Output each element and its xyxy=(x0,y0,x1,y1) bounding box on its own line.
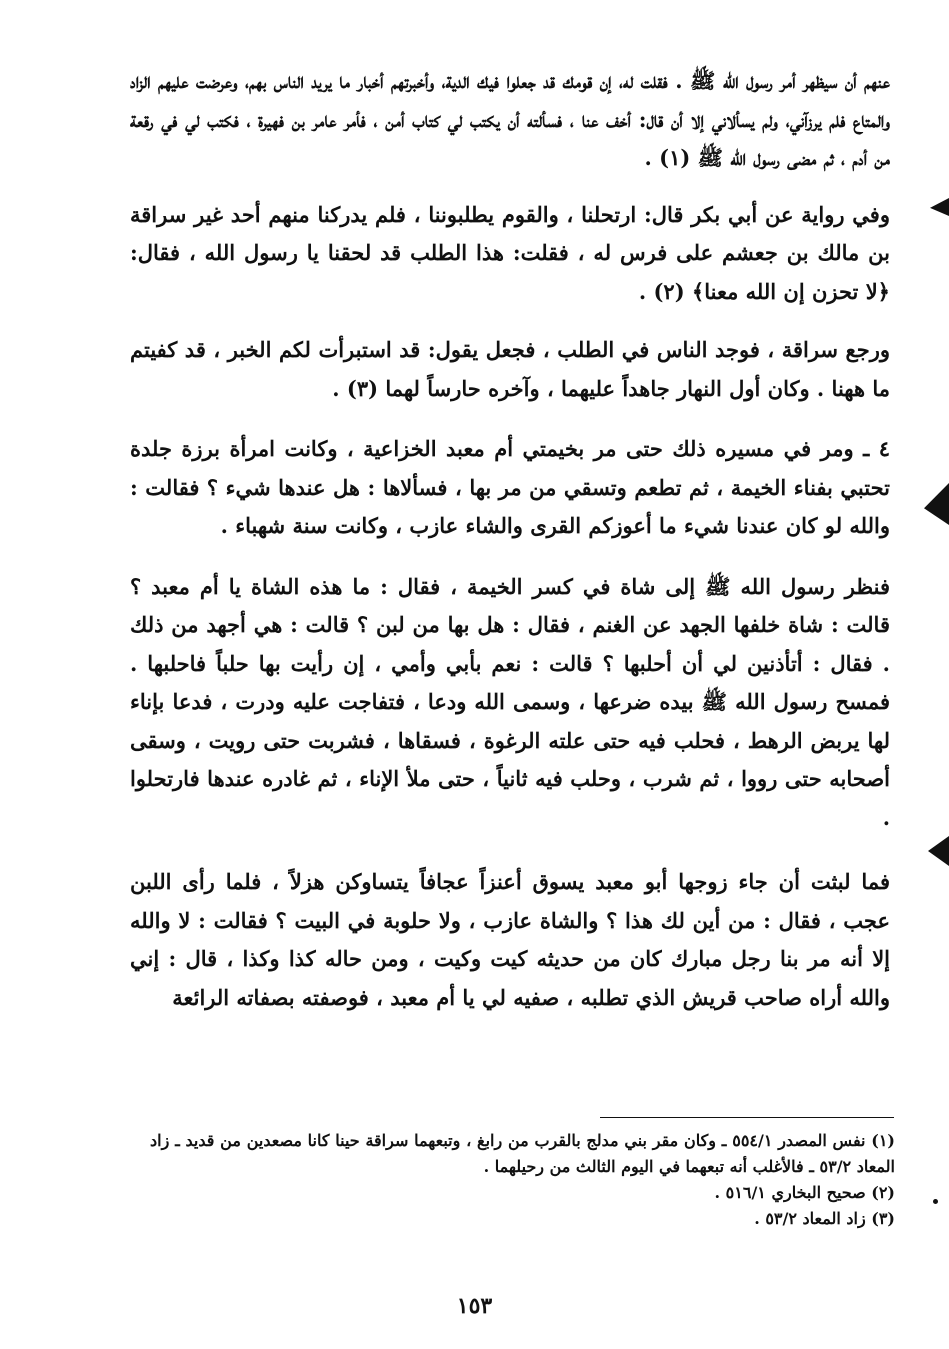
scan-edge-mark xyxy=(928,836,949,866)
paragraph-6: فما لبثت أن جاء زوجها أبو معبد يسوق أعنزاً عجافاً يتساوكن هزلاً ، فلما رأى اللبن عجب ، فقال : من أين لك هذا ؟ والشاة عازب ، ولا حلوبة في البيت ؟ فقالت : لا والله إلا أنه مر بنا رجل مبارك كان من حديثه كيت وكيت ، ومن حاله كذا وكذا ، قال : إني والله أراه صاحب قريش الذي تطلبه ، صفيه لي يا أم معبد ، فوصفته بصفاته الرائعة xyxy=(130,869,891,1010)
footnotes xyxy=(150,1128,895,1232)
paragraph-2: وفي رواية عن أبي بكر قال: ارتحلنا ، والقوم يطلبوننا ، فلم يدركنا منهم أحد غير سراقة بن مالك بن جعشم على فرس له ، فقلت: هذا الطلب قد لحقنا يا رسول الله ، فقال: ﴿لا تحزن إن الله معنا﴾ (٢) . xyxy=(130,201,890,304)
paragraph-5: فنظر رسول الله ﷺ إلى شاة في كسر الخيمة ، فقال : ما هذه الشاة يا أم معبد ؟ قالت : شاة خلفها الجهد عن الغنم ، فقال : هل بها من لبن ؟ قالت : هي أجهد من ذلك . فقال : أتأذنين لي أن أحلبها ؟ قالت : نعم بأبي وأمي ، إن رأيت بها حلباً فاحلبها . فمسح رسول الله ﷺ بيده ضرعها ، وسمى الله ودعا ، فتفاجت عليه ودرت ، فدعا بإناء لها يربض الرهط ، فحلب فيه حتى علته الرغوة ، فسقاها ، فشربت حتى رويت ، وسقى أصحابه حتى رووا ، ثم شرب ، وحلب فيه ثانياً ، حتى ملأ الإناء ، ثم غادره عندها فارتحلوا . xyxy=(130,573,890,830)
footnote-3: (٣) زاد المعاد ٥٣/٢ . xyxy=(754,1209,895,1228)
paragraph-1: عنهم أن سيظهر أمر رسول الله ﷺ . فقلت له، إن قومك قد جعلوا فيك الدية، وأخبرتهم أخبار ما يريد الناس بهم، وعرضت عليهم الزاد والمتاع فلم يرزآني، ولم يسألاني إلا أن قال: أخف عنا ، فسألته أن يكتب لي كتاب أمن ، فأمر عامر بن فهيرة ، فكتب لي في رقعة من أدم ، ثم مضى رسول الله ﷺ (١) . xyxy=(130,68,890,170)
main-text xyxy=(130,62,890,1017)
footnote-separator xyxy=(600,1117,894,1118)
scan-edge-mark xyxy=(930,198,949,216)
page-number: ١٥٣ xyxy=(456,1293,493,1319)
paragraph-3: ورجع سراقة ، فوجد الناس في الطلب ، فجعل يقول: قد استبرأت لكم الخبر ، قد كفيتم ما ههنا . وكان أول النهار جاهداً عليهما ، وآخره حارساً لهما (٣) . xyxy=(130,337,890,401)
scan-edge-mark xyxy=(924,483,949,525)
scan-edge-mark xyxy=(933,1199,938,1204)
footnote-1: (١) نفس المصدر ٥٥٤/١ ـ وكان مقر بني مدلج بالقرب من رابغ ، وتبعهما سراقة حينا كانا مصعدين من قديد ـ زاد المعاد ٥٣/٢ ـ فالأغلب أنه تبعهما في اليوم الثالث من رحيلهما . xyxy=(150,1131,895,1176)
footnote-2: (٢) صحيح البخاري ٥١٦/١ . xyxy=(714,1183,895,1202)
paragraph-4: ٤ ـ ومر في مسيره ذلك حتى مر بخيمتي أم معبد الخزاعية ، وكانت امرأة برزة جلدة تحتبي بفناء الخيمة ، ثم تطعم وتسقي من مر بها ، فسألاها : هل عندها شيء ؟ فقالت : والله لو كان عندنا شيء ما أعوزكم القرى والشاء عازب ، وكانت سنة شهباء . xyxy=(130,436,890,538)
